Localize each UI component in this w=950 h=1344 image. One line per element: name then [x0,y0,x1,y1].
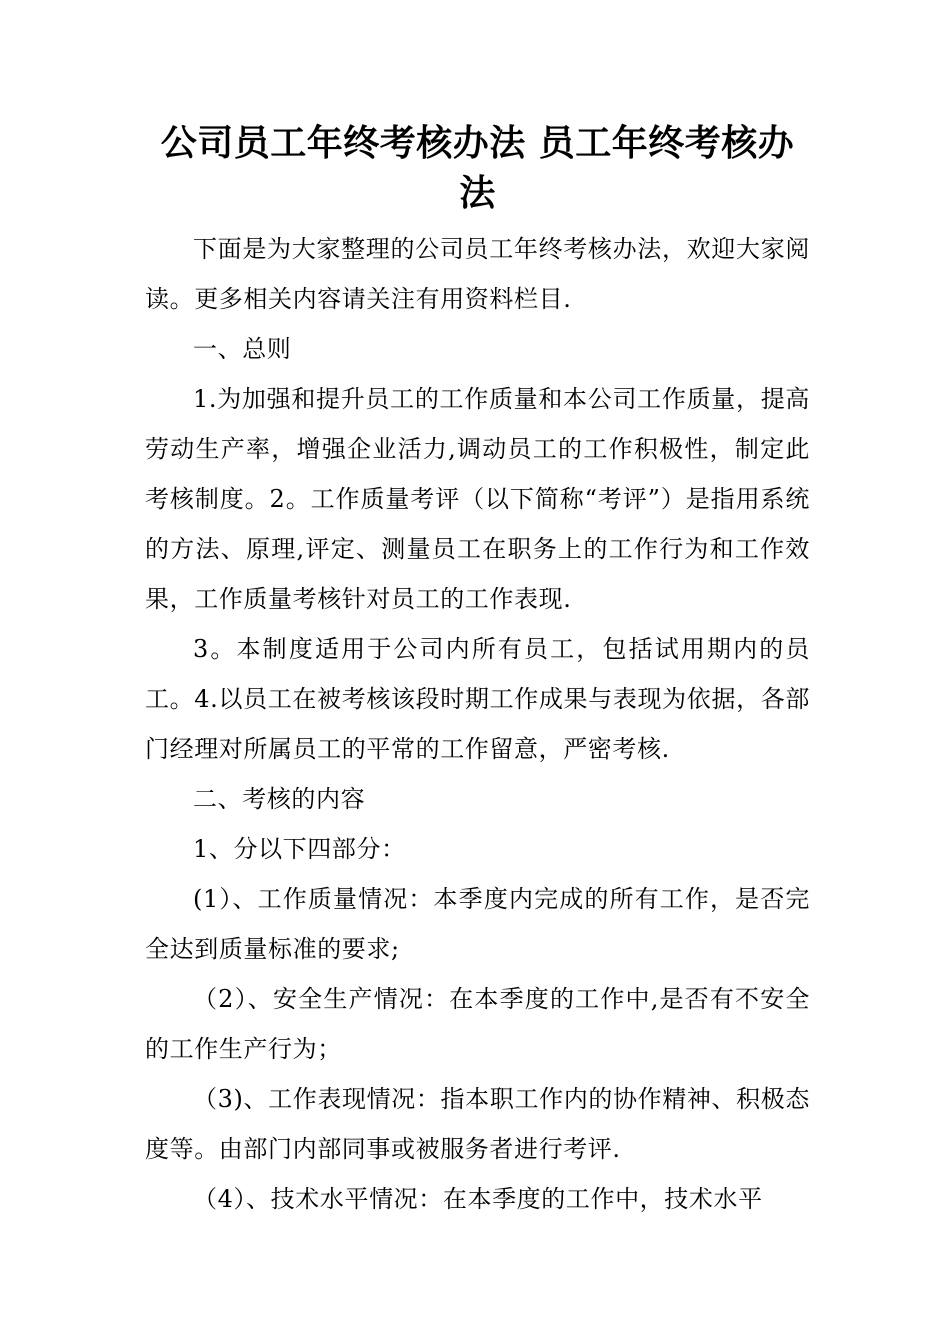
document-body [145,224,810,1224]
item-work-performance: （3)、工作表现情况：指本职工作内的协作精神、积极态度等。由部门内部同事或被服务者进行考评. [145,1085,810,1163]
item-work-quality: (1）、工作质量情况：本季度内完成的所有工作，是否完全达到质量标准的要求; [145,885,810,963]
paragraph-3-4: 3。本制度适用于公司内所有员工，包括试用期内的员工。4.以员工在被考核该段时期工作成果与表现为依据，各部门经理对所属员工的平常的工作留意，严密考核. [145,635,810,763]
document-title: 公司员工年终考核办法 员工年终考核办法 [160,122,795,214]
item-technical-level: （4）、技术水平情况：在本季度的工作中，技术水平 [193,1185,763,1213]
paragraph-1-2: 1.为加强和提升员工的工作质量和本公司工作质量，提高劳动生产率，增强企业活力,调动员工的工作积极性，制定此考核制度。2。工作质量考评（以下简称“考评”）是指用系统的方法、原理,评定、测量员工在职务上的工作行为和工作效果，工作质量考核针对员工的工作表现. [145,385,810,613]
document-content [145,118,810,1224]
section-heading-general: 一、总则 [193,335,292,363]
section-heading-content: 二、考核的内容 [193,785,366,813]
item-safety-production: （2）、安全生产情况：在本季度的工作中,是否有不安全的工作生产行为； [145,985,810,1063]
content-parts-intro: 1、分以下四部分： [193,835,406,863]
intro-paragraph: 下面是为大家整理的公司员工年终考核办法，欢迎大家阅读。更多相关内容请关注有用资料栏目. [145,235,810,313]
